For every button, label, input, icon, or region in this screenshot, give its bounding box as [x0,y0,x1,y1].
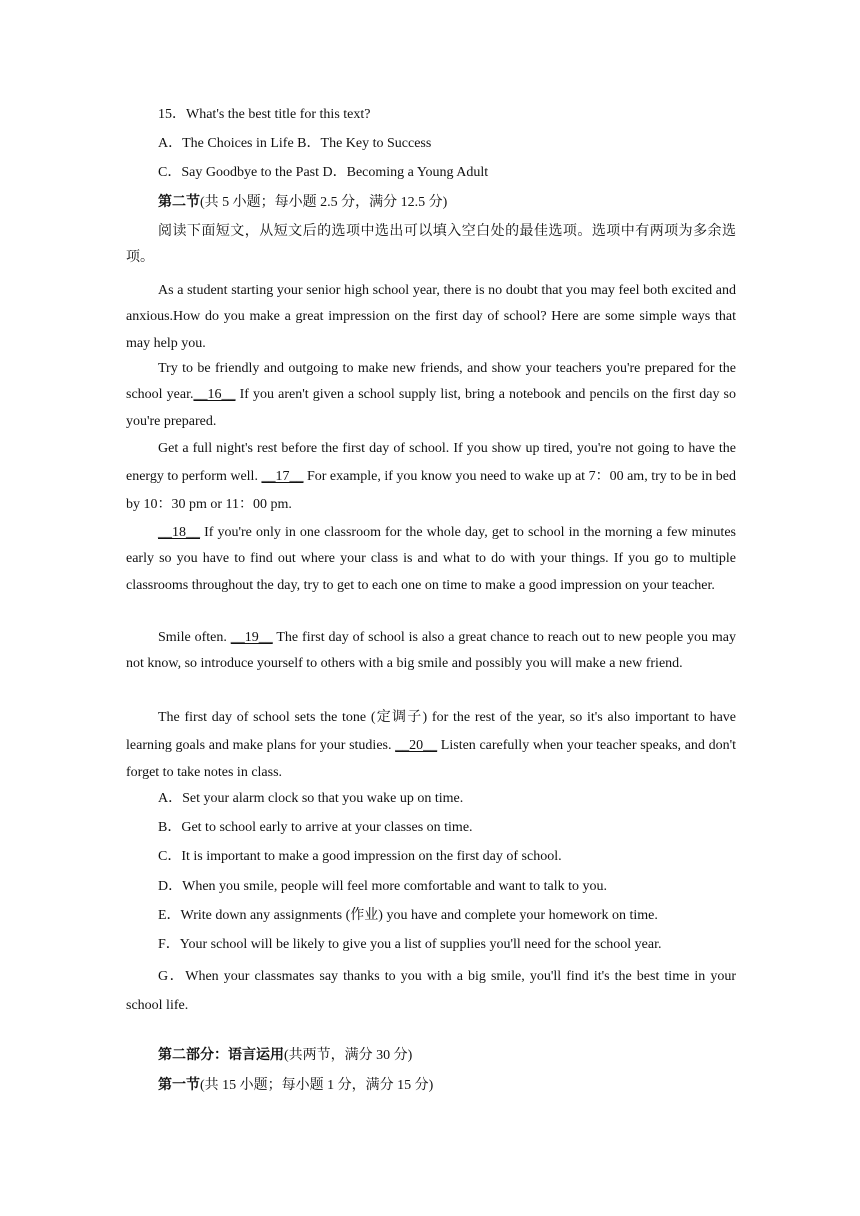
option-a: A．Set your alarm clock so that you wake up on time. [158,791,464,806]
text-span: If you're only in one classroom for the whole day, get to school in the morning a few minutes early so you have to find out where your class is and what to do with your things. If you go to multiple classrooms throughout the day, try to get to each one on time to make a good impression on your teacher. [126,525,736,593]
instruction-paragraph: 阅读下面短文，从短文后的选项中选出可以填入空白处的最佳选项。选项中有两项为多余选项。 [126,224,736,266]
blank-17: __17__ [261,469,304,484]
passage-paragraph-2 [126,356,736,435]
part2-section1-heading [158,1076,433,1096]
part2-section1-title: 第一节 [158,1078,200,1093]
option-g: G．When your classmates say thanks to you with a big smile, you'll find it's the best time in your school life. [126,969,736,1013]
q15-options-ab: A．The Choices in Life B．The Key to Success [158,136,432,151]
passage-paragraph-6 [126,704,736,787]
text-span: Get a full night's rest before the first day of school. If you show up tired, you're not going to have the energy to perform well. [126,441,736,484]
section-heading [158,193,447,213]
option-b: B．Get to school early to arrive at your classes on time. [158,820,473,835]
passage-paragraph-4 [126,520,736,599]
passage-paragraph-3 [126,435,736,519]
text-span: If you aren't given a school supply list, bring a notebook and pencils on the first day so you're prepared. [126,387,736,429]
part2-meta: (共两节，满分 30 分) [284,1048,413,1063]
text-span: For example, if you know you need to wake up at 7：00 am, try to be in bed by 10：30 pm or 11：00 pm. [126,469,737,512]
part2-heading [158,1046,412,1066]
passage-paragraph-1: As a student starting your senior high school year, there is no doubt that you may feel both excited and anxious.How do you make a great impression on the first day of school? Here are some simple ways that may help you. [126,283,736,351]
text-span: Smile often. [158,630,231,645]
section-meta: (共 5 小题；每小题 2.5 分，满分 12.5 分) [200,195,448,210]
text-span: Try to be friendly and outgoing to make new friends, and show your teachers you're prepared for the school year. [126,361,736,403]
blank-18: __18__ [158,525,200,540]
option-c: C．It is important to make a good impression on the first day of school. [158,849,562,864]
passage-paragraph-5 [126,625,736,678]
part2-title: 第二部分：语言运用 [158,1048,284,1063]
section-title: 第二节 [158,195,200,210]
text-span: Listen carefully when your teacher speaks, and don't forget to take notes in class. [126,737,736,780]
part2-section1-meta: (共 15 小题；每小题 1 分，满分 15 分) [200,1078,434,1093]
option-e: E．Write down any assignments (作业) you have and complete your homework on time. [158,908,658,923]
blank-16: __16__ [193,387,236,403]
option-d: D．When you smile, people will feel more comfortable and want to talk to you. [158,879,608,894]
q15-options-cd: C．Say Goodbye to the Past D．Becoming a Young Adult [158,165,489,180]
option-f: F．Your school will be likely to give you a list of supplies you'll need for the school year. [158,937,662,952]
text-span: The first day of school sets the tone (定调子) for the rest of the year, so it's also important to have learning goals and make plans for your studies. [126,710,736,753]
blank-19: __19__ [230,630,273,645]
blank-20: __20__ [395,737,438,753]
text-span: The first day of school is also a great chance to reach out to new people you may not know, so introduce yourself to others with a big smile and possibly you will make a new friend. [126,630,736,672]
question-15: 15．What's the best title for this text? [158,107,371,122]
